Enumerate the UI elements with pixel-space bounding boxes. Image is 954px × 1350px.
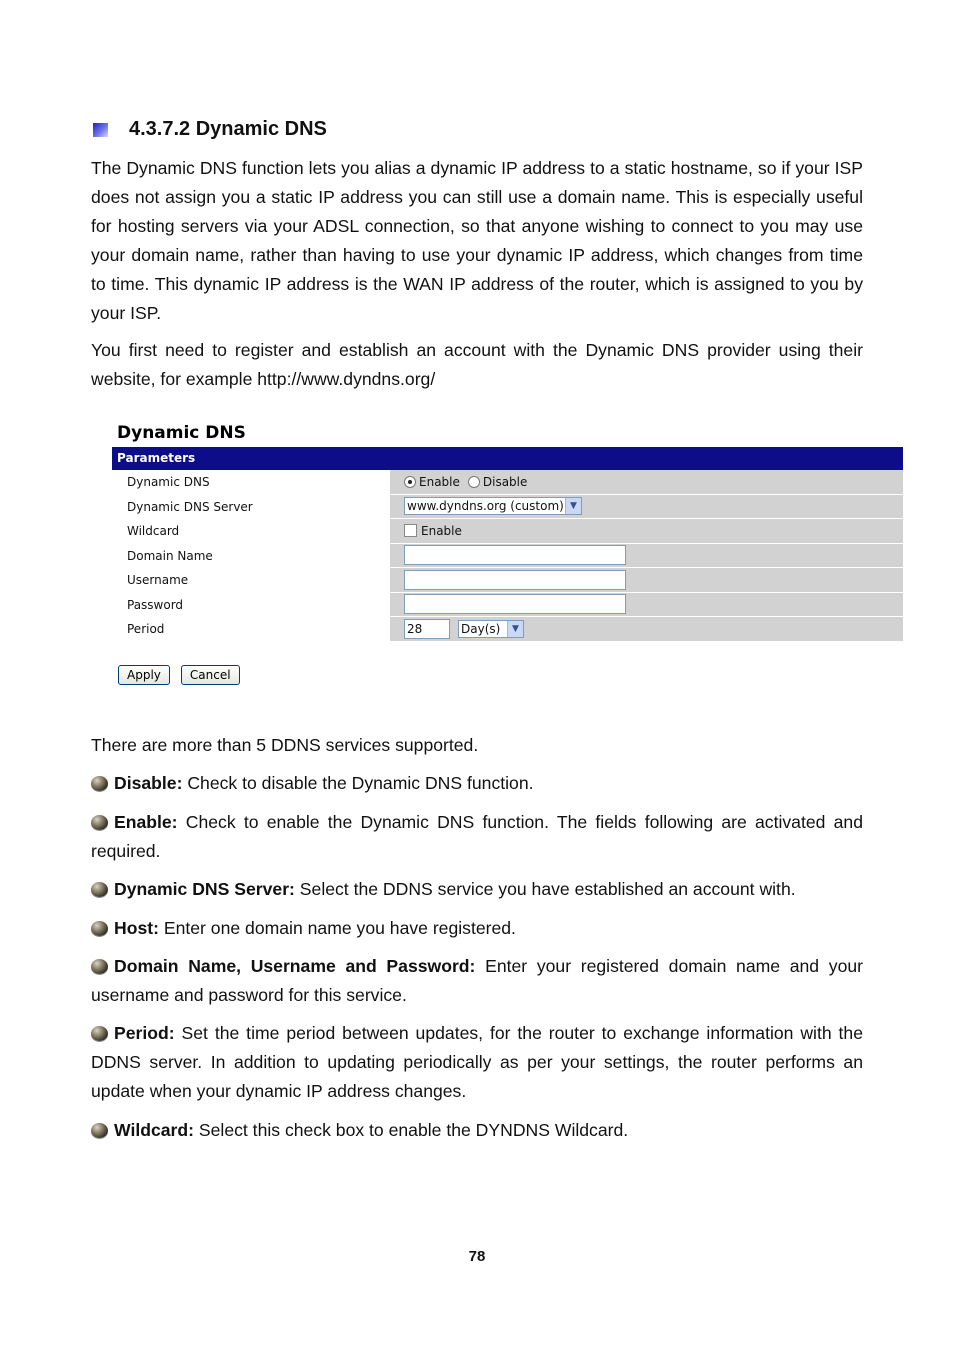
enable-radio-label: Enable: [419, 474, 460, 489]
row-username: [112, 568, 903, 593]
parameters-bar: Parameters: [112, 447, 903, 470]
list-item-wildcard: [91, 1116, 863, 1145]
domain-label: Domain Name: [127, 548, 213, 563]
bullet-icon: [91, 959, 108, 974]
list-item-server: [91, 875, 863, 904]
item-term: Domain Name, Username and Password:: [114, 956, 476, 976]
dynamic-dns-panel: [112, 420, 903, 682]
row-wildcard: [112, 519, 903, 544]
disable-radio-label: Disable: [482, 474, 528, 489]
paragraph-intro: The Dynamic DNS function lets you alias a dynamic IP address to a static hostname, so if your ISP does not assign you a static IP address you can still use a domain name. This is especially useful for hosting servers via your ADSL connection, so that anyone wishing to connect to you may use your domain name, rather than having to use your dynamic IP address, which changes from time to time. This dynamic IP address is the WAN IP address of the router, which is assigned to you by your ISP.: [91, 158, 863, 323]
item-text: Set the time period between updates, for the router to exchange information with the DDNS server. In addition to updating periodically as per your settings, the router performs an update when your dynamic IP address changes.: [91, 1023, 863, 1101]
item-term: Period:: [114, 1023, 175, 1043]
item-term: Disable:: [114, 773, 183, 793]
list-item-enable: [91, 808, 863, 866]
password-input[interactable]: [404, 594, 626, 614]
server-value: [390, 495, 903, 520]
server-select-value: www.dyndns.org (custom): [407, 499, 564, 514]
bullet-icon: [91, 882, 108, 897]
item-text: Select the DDNS service you have established an account with.: [294, 879, 796, 899]
row-domain: [112, 544, 903, 569]
row-server: [112, 495, 903, 520]
radio-selected-icon: [404, 476, 416, 488]
panel-buttons: [118, 665, 240, 685]
item-term: Dynamic DNS Server:: [114, 879, 295, 899]
wildcard-checkbox[interactable]: [404, 524, 417, 537]
item-text: Check to disable the Dynamic DNS function.: [182, 773, 534, 793]
period-value: [390, 617, 903, 642]
list-item-period: [91, 1019, 863, 1106]
bullet-icon: [91, 1026, 108, 1041]
item-term: Enable:: [114, 812, 178, 832]
section-heading: [93, 118, 327, 141]
dynamic-dns-value: [390, 470, 903, 495]
disable-radio[interactable]: [468, 475, 528, 489]
username-value: [390, 568, 903, 593]
username-label: Username: [127, 573, 189, 587]
panel-title: Dynamic DNS: [117, 423, 246, 443]
list-item-credentials: [91, 952, 863, 1010]
chevron-down-icon: ▼: [565, 498, 581, 514]
domain-value: [390, 544, 903, 569]
password-value: [390, 593, 903, 618]
row-period: [112, 617, 903, 642]
period-input[interactable]: 28: [404, 619, 450, 639]
bullet-icon: [91, 776, 108, 791]
bullet-icon: [91, 921, 108, 936]
item-text: Select this check box to enable the DYNDNS Wildcard.: [194, 1120, 629, 1140]
item-text: Enter your registered domain name and your username and password for this service.: [91, 956, 863, 1005]
wildcard-label: Wildcard: [127, 524, 180, 538]
domain-name-input[interactable]: [404, 545, 626, 565]
chevron-down-icon: ▼: [507, 621, 523, 637]
wildcard-checkbox-label: Enable: [421, 523, 462, 538]
username-input[interactable]: [404, 570, 626, 590]
item-text: Enter one domain name you have registered.: [158, 918, 516, 938]
paragraph-register: You first need to register and establish an account with the Dynamic DNS provider using their website, for example http://www.dyndns.org/: [91, 340, 863, 389]
period-unit-value: Day(s): [461, 621, 501, 636]
item-term: Wildcard:: [114, 1120, 194, 1140]
server-label: Dynamic DNS Server: [127, 499, 253, 514]
list-item-host: [91, 914, 863, 943]
dynamic-dns-label: Dynamic DNS: [127, 475, 210, 489]
page-number: 78: [468, 1248, 486, 1265]
period-unit-select[interactable]: [458, 620, 524, 638]
apply-button[interactable]: Apply: [118, 665, 170, 685]
cancel-button[interactable]: Cancel: [181, 665, 240, 685]
ddns-services-note: There are more than 5 DDNS services supported.: [91, 735, 479, 755]
row-password: [112, 593, 903, 618]
row-dynamic-dns: [112, 470, 903, 495]
item-text: Check to enable the Dynamic DNS function. The fields following are activated and required.: [91, 812, 863, 861]
item-term: Host:: [114, 918, 159, 938]
list-item-disable: [91, 769, 863, 798]
enable-radio[interactable]: [404, 475, 460, 489]
bullet-icon: [91, 1123, 108, 1138]
radio-empty-icon: [468, 476, 480, 488]
blue-square-icon: [93, 123, 108, 137]
password-label: Password: [127, 597, 184, 612]
wildcard-value: [390, 519, 903, 544]
server-select[interactable]: [404, 497, 582, 515]
period-label: Period: [127, 622, 165, 636]
section-heading-text: 4.3.7.2 Dynamic DNS: [129, 118, 327, 140]
bullet-icon: [91, 815, 108, 830]
